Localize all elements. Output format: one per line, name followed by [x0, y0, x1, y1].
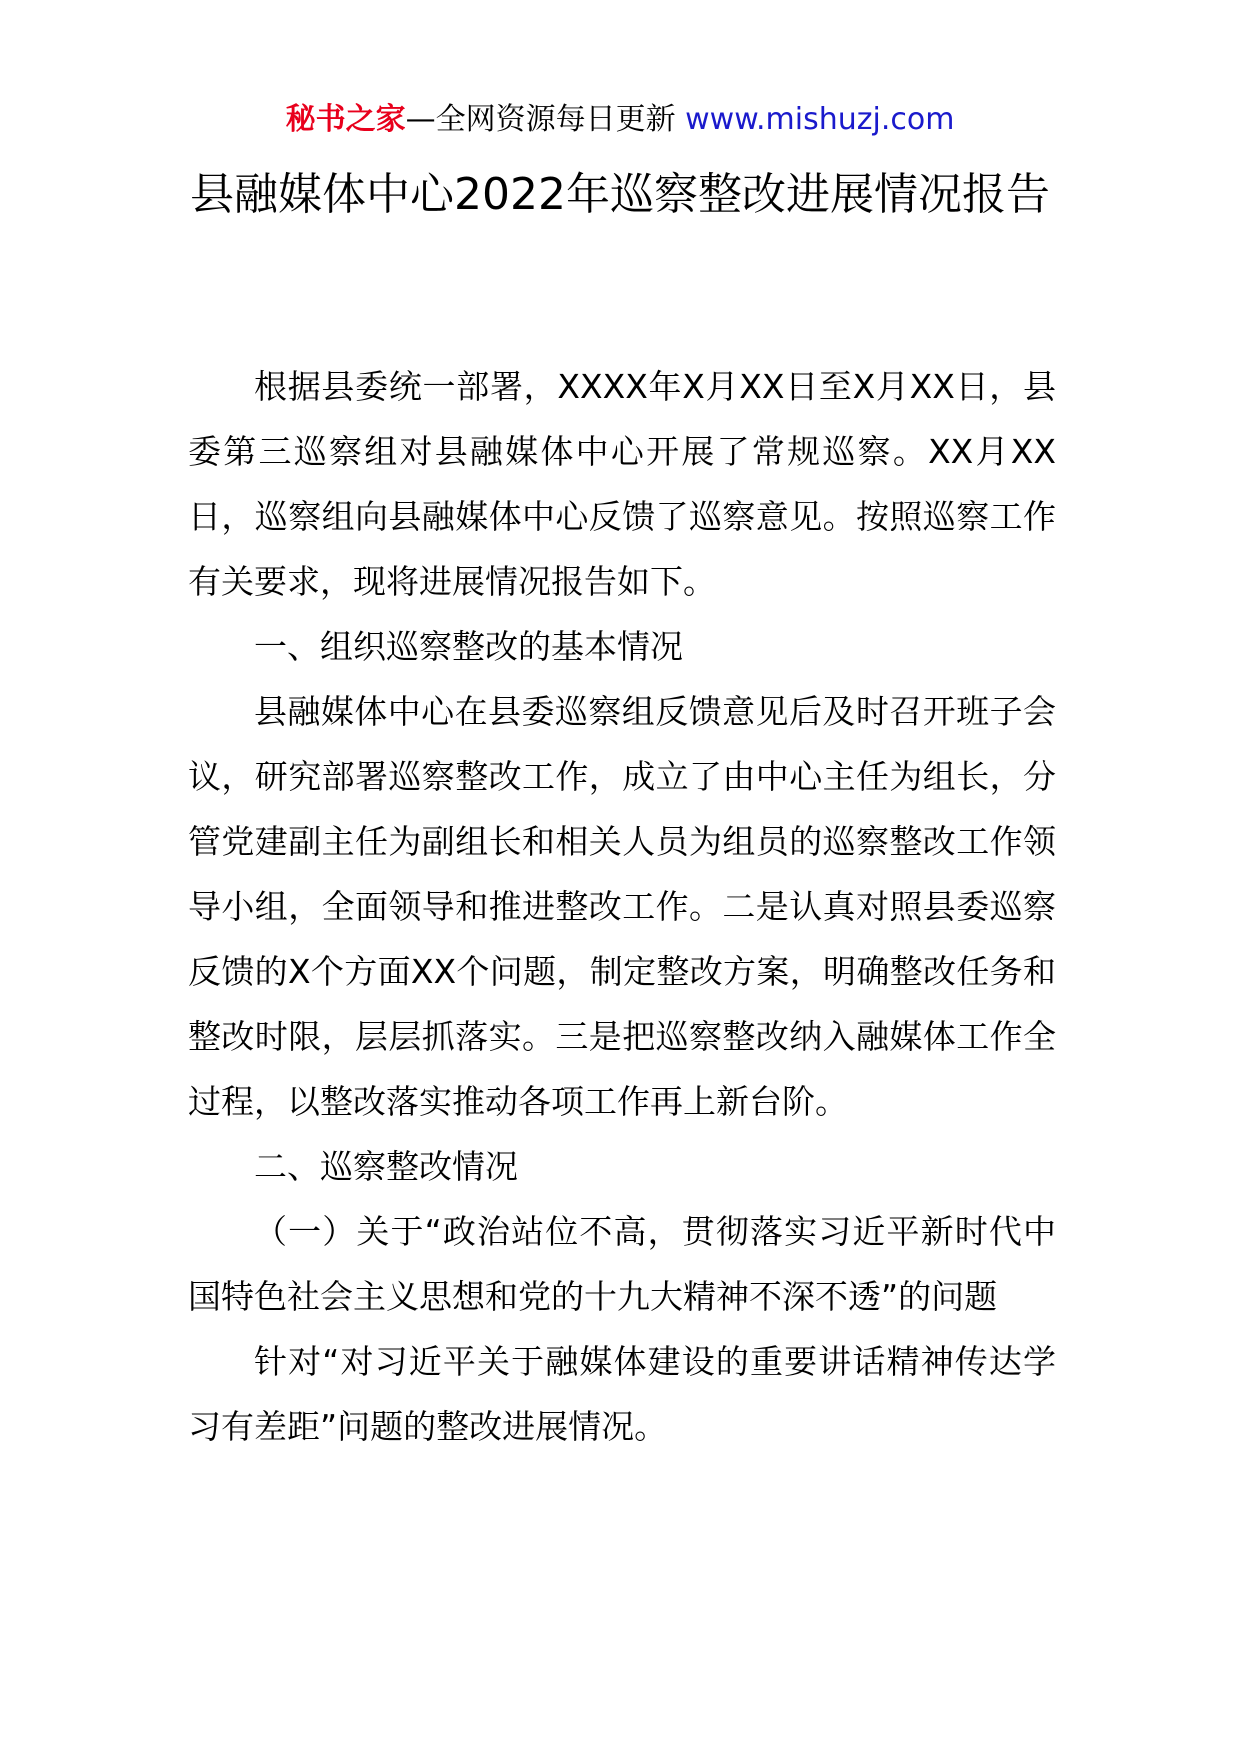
- section-heading-2: 二、巡察整改情况: [254, 1147, 518, 1186]
- header-tagline: —全网资源每日更新: [405, 102, 686, 137]
- site-header: [0, 100, 1240, 140]
- subsection-heading-1: （一）关于“政治站位不高，贯彻落实习近平新时代中国特色社会主义思想和党的十九大精神不深不透”的问题: [188, 1212, 1056, 1316]
- intro-paragraph: 根据县委统一部署，XXXX年X月XX日至X月XX日，县委第三巡察组对县融媒体中心开展了常规巡察。XX月XX日，巡察组向县融媒体中心反馈了巡察意见。按照巡察工作有关要求，现将进展情况报告如下。: [188, 367, 1056, 601]
- site-url-link[interactable]: www.mishuzj.com: [685, 102, 955, 137]
- subsection-1-paragraph: 针对“对习近平关于融媒体建设的重要讲话精神传达学习有差距”问题的整改进展情况。: [188, 1342, 1056, 1446]
- section-heading-1: 一、组织巡察整改的基本情况: [254, 627, 683, 666]
- document-body: [188, 354, 1056, 1459]
- section-1-paragraph: 县融媒体中心在县委巡察组反馈意见后及时召开班子会议，研究部署巡察整改工作，成立了由中心主任为组长，分管党建副主任为副组长和相关人员为组员的巡察整改工作领导小组，全面领导和推进整改工作。二是认真对照县委巡察反馈的X个方面XX个问题，制定整改方案，明确整改任务和整改时限，层层抓落实。三是把巡察整改纳入融媒体工作全过程，以整改落实推动各项工作再上新台阶。: [188, 692, 1056, 1121]
- document-title: 县融媒体中心2022年巡察整改进展情况报告: [190, 169, 1050, 220]
- brand-name: 秘书之家: [285, 102, 406, 137]
